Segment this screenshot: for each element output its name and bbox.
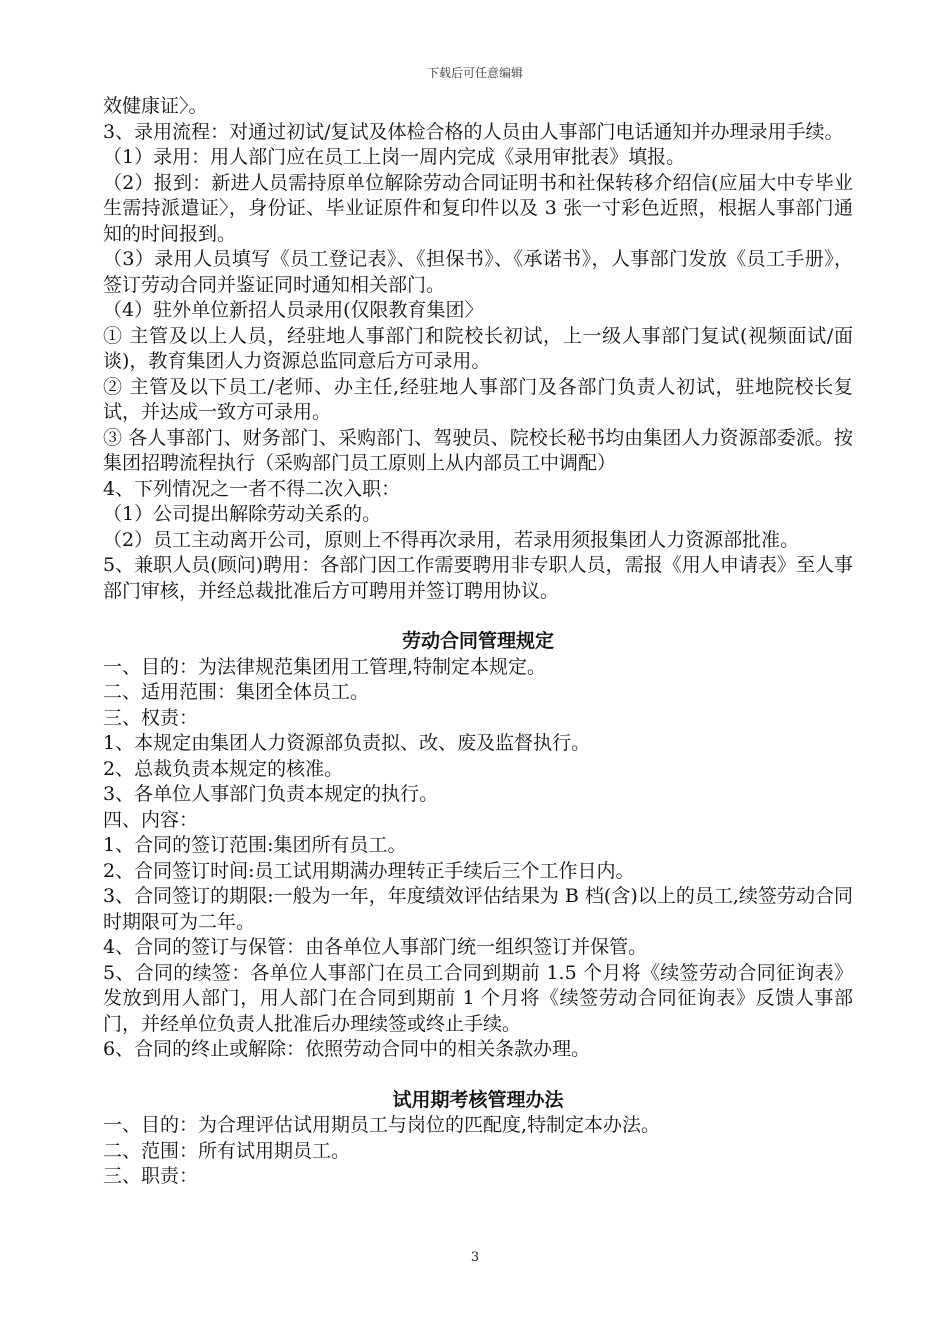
paragraph: 1、合同的签订范围:集团所有员工。	[103, 834, 407, 856]
paragraph: 四、内容：	[103, 808, 199, 831]
paragraph: 2、合同签订时间:员工试用期满办理转正手续后三个工作日内。	[103, 859, 635, 882]
paragraph: 一、目的：为合理评估试用期员工与岗位的匹配度,特制定本办法。	[103, 1114, 661, 1136]
paragraph: （2）员工主动离开公司，原则上不得再次录用，若录用须报集团人力资源部批准。	[103, 528, 800, 551]
section-title: 劳动合同管理规定	[401, 630, 554, 652]
paragraph: 2、总裁负责本规定的核准。	[103, 757, 344, 780]
paragraph: 1、本规定由集团人力资源部负责拟、改、废及监督执行。	[103, 732, 591, 754]
paragraph: 6、合同的终止或解除：依照劳动合同中的相关条款办理。	[103, 1038, 591, 1060]
paragraph: 效健康证〉。	[103, 95, 208, 117]
paragraph: （1）录用：用人部门应在员工上岗一周内完成《录用审批表》填报。	[103, 146, 686, 168]
paragraph: （4）驻外单位新招人员录用(仅限教育集团〉	[103, 299, 484, 321]
paragraph: 一、目的：为法律规范集团用工管理,特制定本规定。	[103, 655, 547, 678]
paragraph: 3、合同签订的期限:一般为一年，年度绩效评估结果为 B 档(含)以上的员工,续签劳动合同时期限可为二年。	[103, 885, 853, 933]
paragraph: 三、职责：	[103, 1165, 199, 1187]
paragraph: （3）录用人员填写《员工登记表》、《担保书》、《承诺书》，人事部门发放《员工手册》，签订劳动合同并鉴证同时通知相关部门。	[103, 248, 853, 296]
paragraph: 3、各单位人事部门负责本规定的执行。	[103, 783, 439, 805]
section-spacer	[103, 1063, 853, 1088]
paragraph: 3、录用流程：对通过初试/复试及体检合格的人员由人事部门电话通知并办理录用手续。	[103, 120, 844, 143]
paragraph: 5、兼职人员(顾问)聘用：各部门因工作需要聘用非专职人员，需报《用人申请表》至人事部门审核，并经总裁批准后方可聘用并签订聘用协议。	[103, 554, 853, 602]
paragraph: （2）报到：新进人员需持原单位解除劳动合同证明书和社保转移介绍信(应届大中专毕业生需持派遣证〉，身份证、毕业证原件和复印件以及 3 张一寸彩色近照，根据人事部门通知的时间报到。	[103, 171, 853, 245]
paragraph: ① 主管及以上人员，经驻地人事部门和院校长初试，上一级人事部门复试(视频面试/面谈)，教育集团人力资源总监同意后方可录用。	[103, 324, 853, 372]
paragraph: （1）公司提出解除劳动关系的。	[103, 503, 382, 525]
paragraph: 4、下列情况之一者不得二次入职：	[103, 477, 401, 500]
paragraph: 三、权责：	[103, 706, 199, 729]
section-spacer	[103, 604, 853, 629]
paragraph: ② 主管及以下员工/老师、办主任,经驻地人事部门及各部门负责人初试，驻地院校长复试，并达成一致方可录用。	[103, 375, 853, 423]
paragraph: 二、适用范围：集团全体员工。	[103, 681, 370, 703]
paragraph: 5、合同的续签：各单位人事部门在员工合同到期前 1.5 个月将《续签劳动合同征询表》发放到用人部门，用人部门在合同到期前 1 个月将《续签劳动合同征询表》反馈人事部门，并经单位负责人批准后办理续签或终止手续。	[103, 961, 853, 1035]
document-body	[103, 94, 853, 1190]
paragraph: 4、合同的签订与保管：由各单位人事部门统一组织签订并保管。	[103, 936, 648, 958]
section-title: 试用期考核管理办法	[392, 1088, 564, 1111]
paragraph: 二、范围：所有试用期员工。	[103, 1139, 351, 1162]
page-header: 下载后可任意编辑	[426, 66, 523, 80]
page-number: 3	[470, 1250, 480, 1265]
section-labor-contract	[103, 629, 853, 1063]
section-probation	[103, 1088, 853, 1190]
section-recruitment-continued	[103, 94, 853, 604]
paragraph: ③ 各人事部门、财务部门、采购部门、驾驶员、院校长秘书均由集团人力资源部委派。按集团招聘流程执行（采购部门员工原则上从内部员工中调配）	[103, 426, 853, 474]
